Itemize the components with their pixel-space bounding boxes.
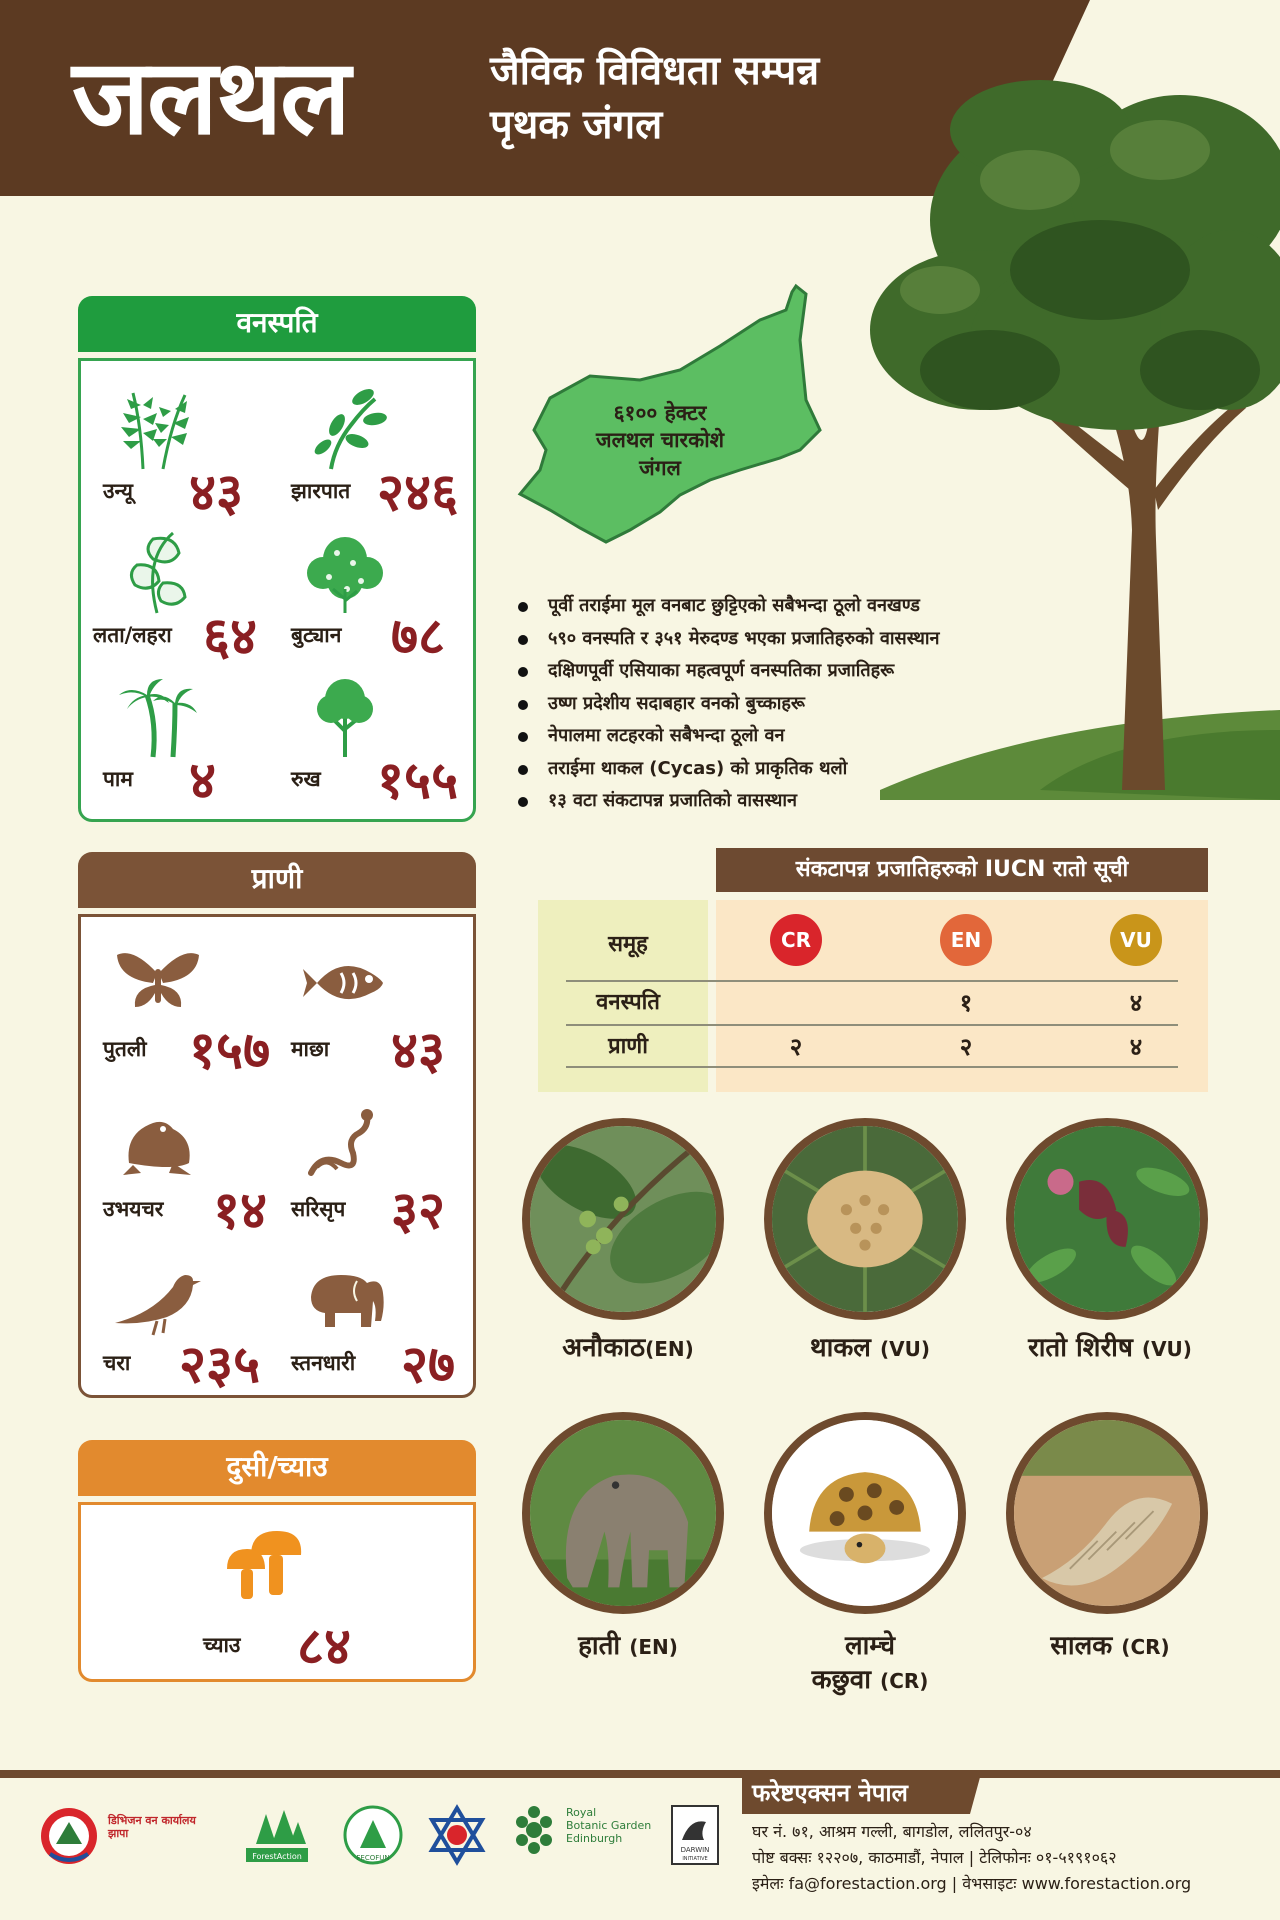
species-name: रातो शिरीष (VU) <box>1028 1333 1192 1363</box>
iucn-table-title: संकटापन्न प्रजातिहरुको IUCN रातो सूची <box>716 848 1208 892</box>
map-forest-name: जलथल चारकोशे <box>596 428 724 453</box>
snake-icon <box>301 1103 391 1189</box>
stat-label: माछा <box>291 1037 330 1061</box>
cell-flora-vu: ४ <box>1129 989 1143 1017</box>
stat-fern <box>93 385 283 525</box>
stat-label: रुख <box>291 767 321 791</box>
stat-label: स्तनधारी <box>291 1351 356 1375</box>
stat-label: उभयचर <box>103 1197 164 1221</box>
stat-label: उन्यू <box>103 479 133 503</box>
stat-vine <box>93 529 283 669</box>
stat-count: २४६ <box>377 463 459 523</box>
mushroom-icon <box>221 1525 311 1611</box>
stat-bird <box>93 1257 283 1397</box>
stat-mushroom <box>201 1525 421 1677</box>
stat-count: १५७ <box>189 1021 271 1081</box>
table-divider <box>566 1066 1178 1068</box>
fact-item: १३ वटा संकटापन्न प्रजातिको वासस्थान <box>512 785 1072 818</box>
facts-list <box>512 590 1072 818</box>
cell-fauna-cr: २ <box>789 1033 803 1061</box>
elephant-photo <box>522 1412 724 1614</box>
svg-text:DARWIN: DARWIN <box>680 1846 710 1854</box>
map-forest-word: जंगल <box>639 455 681 480</box>
star-logo <box>424 1804 490 1870</box>
rbge-logo: Royal Botanic Garden Edinburgh <box>510 1804 558 1860</box>
fact-item: उष्ण प्रदेशीय सदाबहार वनको बुच्काहरू <box>512 688 1072 721</box>
page-title: जलथल <box>72 36 349 158</box>
stat-label: सरिसृप <box>291 1197 346 1221</box>
red-siris-photo <box>1006 1118 1208 1320</box>
darwin-initiative-logo <box>670 1804 720 1870</box>
cell-fauna-en: २ <box>959 1033 973 1061</box>
fact-item: दक्षिणपूर्वी एसियाका महत्वपूर्ण वनस्पतिका प्रजातिहरू <box>512 655 1072 688</box>
frog-icon <box>113 1103 203 1189</box>
species-name: थाकल (VU) <box>809 1333 930 1363</box>
stat-count: १५५ <box>377 751 459 811</box>
vine-icon <box>113 529 203 615</box>
anaukath-photo <box>522 1118 724 1320</box>
cell-fauna-vu: ४ <box>1129 1033 1143 1061</box>
fauna-panel <box>78 914 476 1398</box>
stat-fish <box>281 943 471 1083</box>
stat-label: पुतली <box>103 1037 147 1061</box>
nepal-emblem-icon <box>36 1804 102 1866</box>
stat-label: लता/लहरा <box>93 623 172 647</box>
tortoise-photo <box>764 1412 966 1614</box>
table-divider <box>566 980 1178 982</box>
stat-count: २३५ <box>179 1335 261 1395</box>
species-name: अनौकाठ(EN) <box>562 1333 694 1363</box>
species-name: हाती (EN) <box>578 1631 678 1661</box>
svg-text:INITIATIVE: INITIATIVE <box>682 1856 708 1862</box>
stat-herb <box>281 385 471 525</box>
stat-label: पाम <box>103 767 133 791</box>
pangolin-photo <box>1006 1412 1208 1614</box>
stat-tree <box>281 673 471 813</box>
species-name: सालक (CR) <box>1050 1631 1170 1661</box>
stat-count: ३२ <box>391 1181 446 1241</box>
map-area: ६१०० हेक्टर <box>613 401 707 425</box>
stat-count: ४ <box>189 751 217 811</box>
fact-item: तराईमा थाकल (Cycas) को प्राकृतिक थलो <box>512 753 1072 786</box>
elephant-icon <box>301 1257 391 1343</box>
map-label <box>560 400 760 482</box>
fungi-heading: दुसी/च्याउ <box>78 1440 476 1496</box>
subtitle-line-1: जैविक विविधता सम्पन्न <box>490 48 820 94</box>
stat-count: १४ <box>213 1181 268 1241</box>
fauna-heading: प्राणी <box>78 852 476 908</box>
footer-divider <box>0 1770 1280 1778</box>
forestaction-logo <box>242 1804 312 1870</box>
svg-text:ForestAction: ForestAction <box>252 1852 302 1861</box>
stat-butterfly <box>93 943 283 1083</box>
rbge-emblem-icon <box>510 1804 558 1856</box>
org-contact: इमेलः fa@forestaction.org | वेभसाइटः www.forestaction.org <box>752 1874 1192 1893</box>
stat-label: बुट्यान <box>291 623 342 647</box>
species-name: लाम्चे कछुवा (CR) <box>811 1631 929 1695</box>
stat-frog <box>93 1103 283 1243</box>
division-forest-office-logo: डिभिजन वन कार्यालय झापा <box>36 1804 102 1870</box>
star-of-david-icon <box>424 1804 490 1866</box>
stat-label: चरा <box>103 1351 131 1375</box>
fact-item: ५९० वनस्पति र ३५१ मेरुदण्ड भएका प्रजातिहरुको वासस्थान <box>512 623 1072 656</box>
darwin-bird-icon <box>670 1804 720 1866</box>
table-divider <box>566 1024 1178 1026</box>
fecofun-emblem-icon <box>340 1804 406 1866</box>
svg-text:FECOFUN: FECOFUN <box>356 1854 390 1862</box>
stat-shrub <box>281 529 471 669</box>
badge-en: EN <box>940 914 992 966</box>
stat-count: ७८ <box>391 607 446 667</box>
badge-vu: VU <box>1110 914 1162 966</box>
fact-item: पूर्वी तराईमा मूल वनबाट छुट्टिएको सबैभन्दा ठूलो वनखण्ड <box>512 590 1072 623</box>
row-group-flora: वनस्पति <box>596 990 660 1015</box>
fish-icon <box>301 943 391 1029</box>
forest-trees-icon <box>242 1804 312 1866</box>
flora-panel <box>78 358 476 822</box>
stat-palm <box>93 673 283 813</box>
subtitle-line-2: पृथक जंगल <box>490 102 663 148</box>
org-name: फरेष्टएक्सन नेपाल <box>752 1779 908 1807</box>
stat-label: झारपात <box>291 479 351 503</box>
stat-count: ६४ <box>203 607 258 667</box>
cycas-photo <box>764 1118 966 1320</box>
stat-mammal <box>281 1257 471 1397</box>
stat-snake <box>281 1103 471 1243</box>
org-address: घर नं. ७१, आश्रम गल्ली, बागडोल, ललितपुर-०४ <box>752 1822 1032 1841</box>
fungi-panel <box>78 1502 476 1682</box>
stat-count: ४३ <box>189 463 244 523</box>
row-group-fauna: प्राणी <box>608 1034 648 1059</box>
stat-label: च्याउ <box>203 1633 241 1657</box>
stat-count: ८४ <box>297 1617 352 1677</box>
flora-heading: वनस्पति <box>78 296 476 352</box>
org-pobox: पोष्ट बक्सः १२२०७, काठमाडौं, नेपाल | टेलिफोनः ०१-५१९१०६२ <box>752 1848 1117 1867</box>
fact-item: नेपालमा लटहरको सबैभन्दा ठूलो वन <box>512 720 1072 753</box>
shrub-icon <box>301 529 391 615</box>
cell-flora-en: १ <box>959 989 973 1017</box>
stat-count: ४३ <box>391 1021 446 1081</box>
badge-cr: CR <box>770 914 822 966</box>
iucn-group-header: समूह <box>608 932 648 957</box>
fecofun-logo <box>340 1804 406 1870</box>
stat-count: २७ <box>401 1335 456 1395</box>
